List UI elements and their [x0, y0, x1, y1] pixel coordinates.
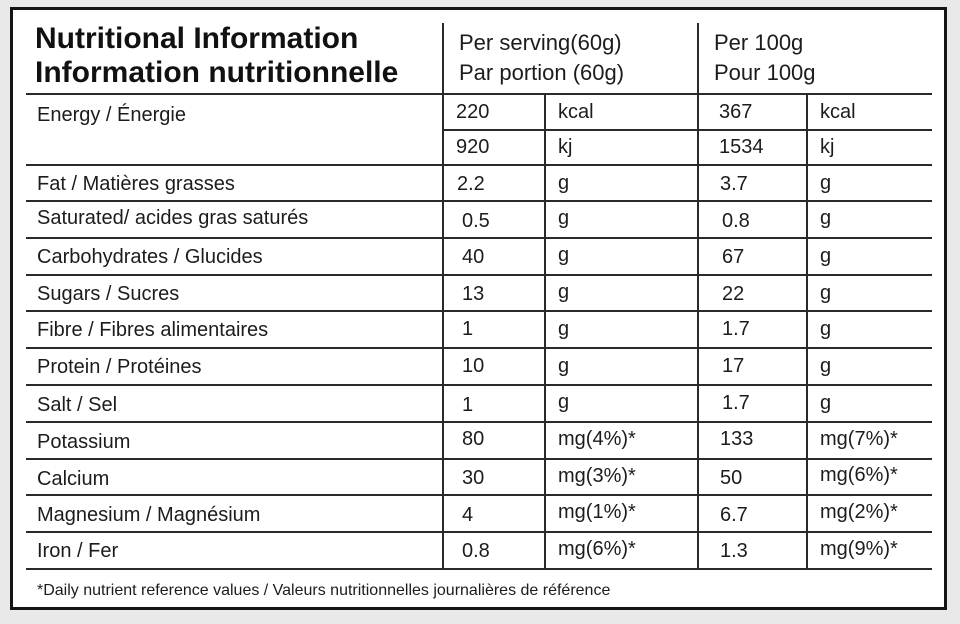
- column-divider: [442, 23, 444, 570]
- nutrient-serving-unit: mg(6%)*: [558, 538, 636, 560]
- nutrient-serving-unit: g: [558, 391, 570, 413]
- nutrient-label: Sugars / Sucres: [37, 283, 180, 305]
- nutrient-serving-value: 0.5: [462, 210, 490, 232]
- nutrient-label: Protein / Protéines: [37, 356, 202, 378]
- row-divider: [26, 93, 932, 95]
- nutrient-serving-value: 13: [462, 283, 485, 305]
- nutrient-per100-value: 6.7: [720, 504, 748, 526]
- nutrient-per100-unit: g: [820, 318, 832, 340]
- nutrient-per100-unit: g: [820, 207, 832, 229]
- nutrient-serving-unit: mg(3%)*: [558, 465, 636, 487]
- nutrient-per100-value: 67: [722, 246, 745, 268]
- nutrient-label: Carbohydrates / Glucides: [37, 246, 263, 268]
- nutrient-per100-unit: mg(6%)*: [820, 464, 898, 486]
- row-divider: [26, 274, 932, 276]
- nutrient-serving-value: 10: [462, 355, 485, 377]
- row-divider: [26, 237, 932, 239]
- title-english: Nutritional Information: [35, 22, 359, 55]
- nutrient-serving-unit: g: [558, 207, 570, 229]
- nutrient-per100-value: 1.7: [722, 318, 750, 340]
- nutrient-label: Saturated/ acides gras saturés: [37, 207, 309, 229]
- nutrient-per100-unit: g: [820, 282, 832, 304]
- nutrient-serving-unit: g: [558, 281, 570, 303]
- nutrient-per100-value: 0.8: [722, 210, 750, 232]
- nutrient-label: Iron / Fer: [37, 540, 119, 562]
- energy-kcal-per100: 367: [719, 101, 753, 123]
- row-divider: [26, 347, 932, 349]
- nutrient-serving-value: 40: [462, 246, 485, 268]
- nutrient-per100-unit: mg(7%)*: [820, 428, 898, 450]
- nutrient-serving-value: 4: [462, 504, 474, 526]
- nutrient-serving-value: 0.8: [462, 540, 490, 562]
- nutrient-per100-value: 50: [720, 467, 743, 489]
- row-divider: [442, 129, 932, 131]
- nutrient-serving-unit: g: [558, 318, 570, 340]
- nutrient-label: Fat / Matières grasses: [37, 173, 235, 195]
- nutrient-per100-unit: mg(9%)*: [820, 538, 898, 560]
- nutrient-per100-value: 1.3: [720, 540, 748, 562]
- nutrient-serving-value: 1: [462, 394, 474, 416]
- per-100g-header-english: Per 100g: [714, 30, 804, 55]
- per-100g-header-french: Pour 100g: [714, 60, 816, 85]
- nutrient-per100-unit: g: [820, 392, 832, 414]
- nutrient-per100-value: 3.7: [720, 173, 748, 195]
- nutrient-serving-value: 2.2: [457, 173, 485, 195]
- row-divider: [26, 458, 932, 460]
- energy-kj-unit-serving: kj: [558, 136, 573, 158]
- nutrient-per100-value: 1.7: [722, 392, 750, 414]
- nutrient-serving-unit: g: [558, 355, 570, 377]
- nutrient-label: Magnesium / Magnésium: [37, 504, 261, 526]
- energy-kj-serving: 920: [456, 136, 490, 158]
- energy-label: Energy / Énergie: [37, 104, 186, 126]
- nutrient-per100-value: 17: [722, 355, 745, 377]
- nutrient-label: Potassium: [37, 431, 131, 453]
- row-divider: [26, 384, 932, 386]
- nutrient-per100-value: 133: [720, 428, 754, 450]
- nutrient-per100-unit: mg(2%)*: [820, 501, 898, 523]
- nutrient-serving-unit: mg(4%)*: [558, 428, 636, 450]
- row-divider: [26, 531, 932, 533]
- nutrient-serving-unit: g: [558, 172, 570, 194]
- nutrient-serving-value: 30: [462, 467, 485, 489]
- energy-kcal-unit-per100: kcal: [820, 101, 856, 123]
- nutrient-serving-value: 1: [462, 318, 474, 340]
- title-french: Information nutritionnelle: [35, 56, 399, 89]
- column-divider: [697, 23, 699, 570]
- footnote: *Daily nutrient reference values / Valeurs nutritionnelles journalières de référence: [37, 582, 611, 599]
- nutrient-label: Salt / Sel: [37, 394, 118, 416]
- row-divider: [26, 494, 932, 496]
- nutrient-per100-unit: g: [820, 245, 832, 267]
- nutrient-per100-value: 22: [722, 283, 745, 305]
- nutrient-serving-unit: g: [558, 244, 570, 266]
- nutrient-label: Calcium: [37, 468, 110, 490]
- row-divider: [26, 164, 932, 166]
- energy-kcal-unit-serving: kcal: [558, 101, 594, 123]
- nutrient-serving-value: 80: [462, 428, 485, 450]
- energy-kj-per100: 1534: [719, 136, 764, 158]
- energy-kj-unit-per100: kj: [820, 136, 835, 158]
- per-serving-header-french: Par portion (60g): [459, 60, 625, 85]
- nutrient-serving-unit: mg(1%)*: [558, 501, 636, 523]
- row-divider: [26, 310, 932, 312]
- row-divider: [26, 200, 932, 202]
- nutrient-per100-unit: g: [820, 355, 832, 377]
- nutrient-label: Fibre / Fibres alimentaires: [37, 319, 269, 341]
- nutrient-per100-unit: g: [820, 172, 832, 194]
- row-divider: [26, 568, 932, 570]
- energy-kcal-serving: 220: [456, 101, 490, 123]
- per-serving-header-english: Per serving(60g): [459, 30, 622, 55]
- row-divider: [26, 421, 932, 423]
